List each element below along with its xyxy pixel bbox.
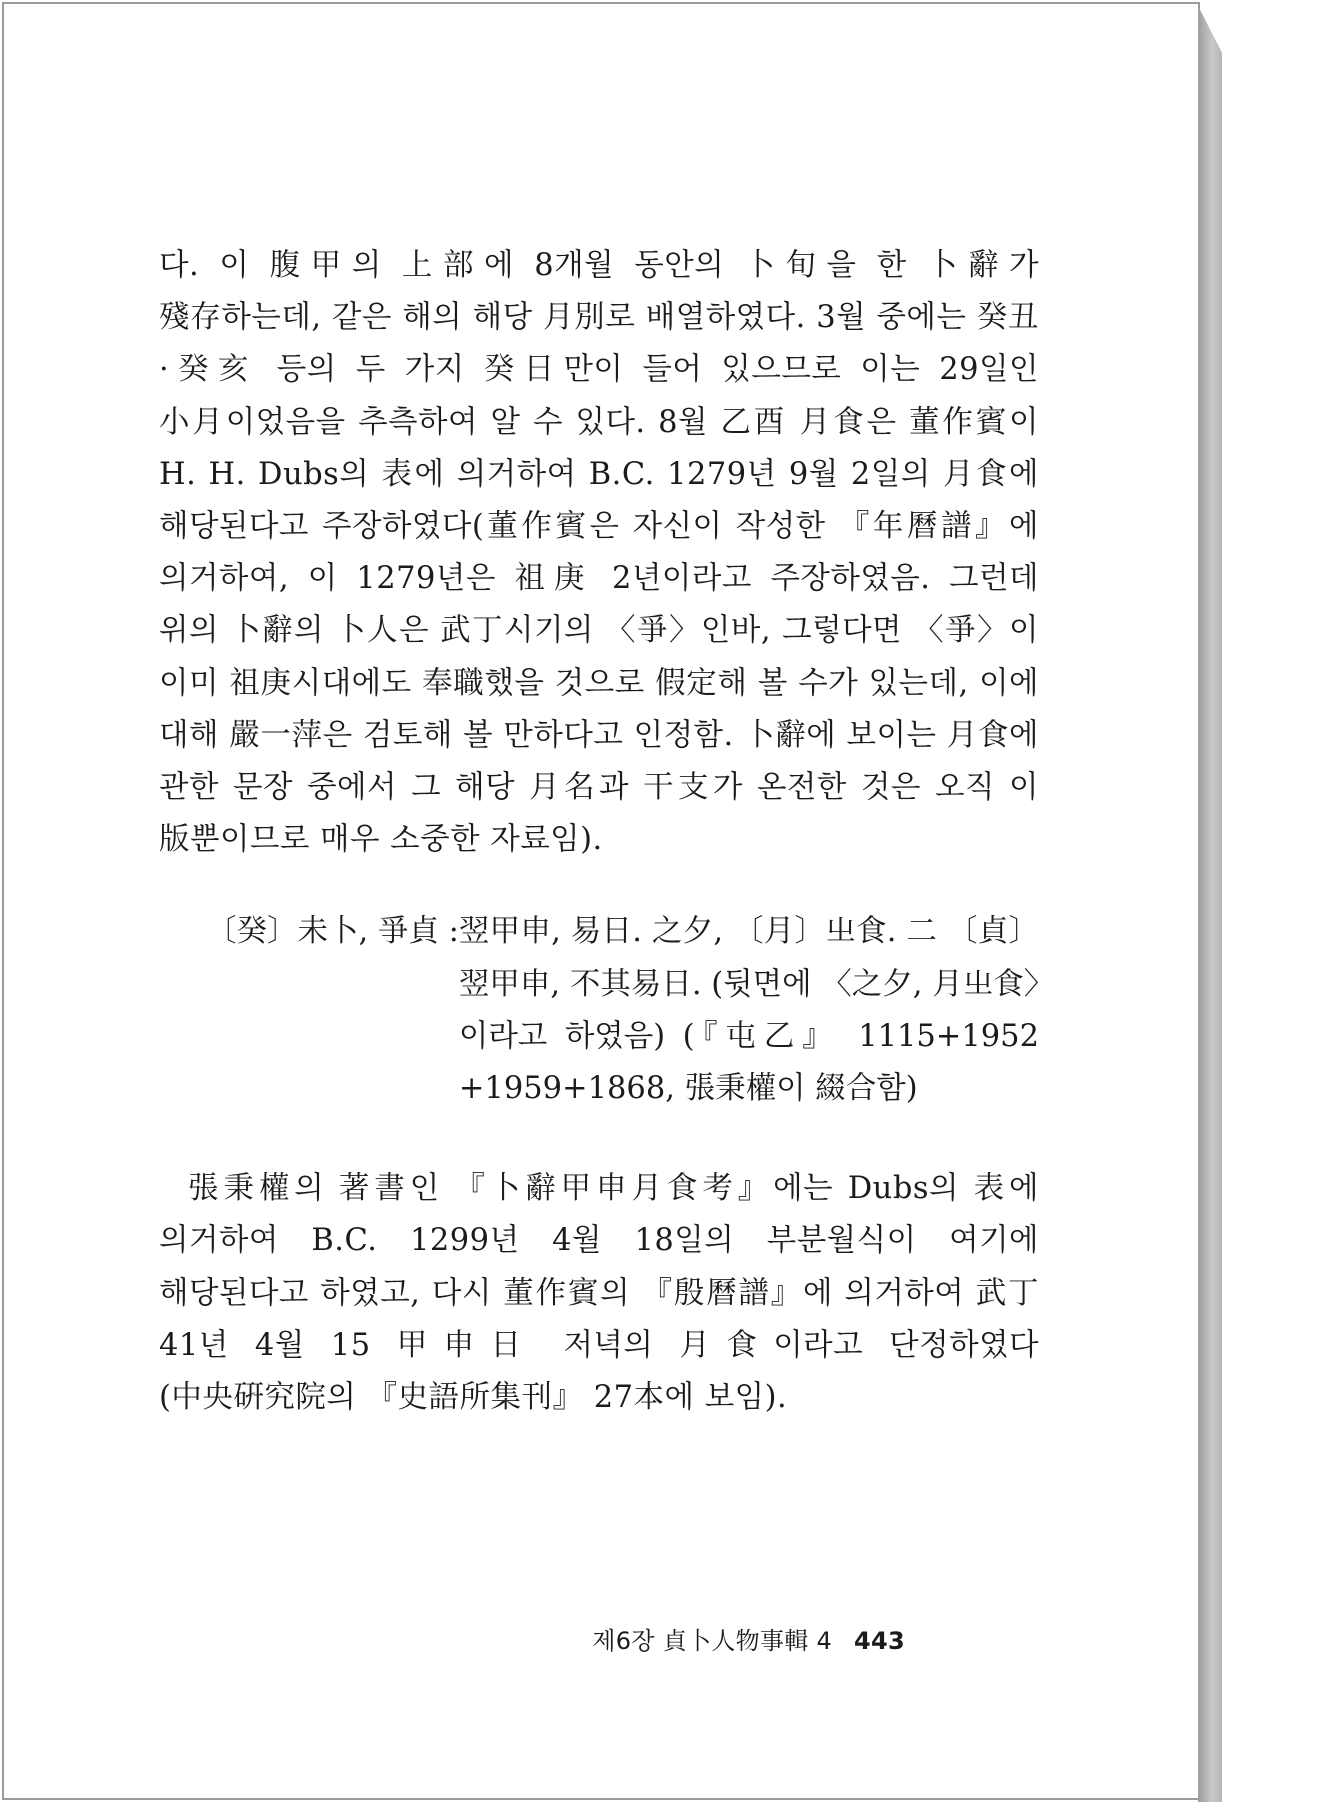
page-number: 443 (854, 1627, 905, 1655)
page-edge-shadow (1198, 6, 1222, 1802)
quote-body: 翌甲申, 易日. 之夕, 〔月〕㞢食. 二 〔貞〕 翌甲申, 不其易日. (뒷면에 〈之夕, 月㞢食〉이라고 하였음) (『屯乙』 1115+1952 +1959+1868, 張秉權이 綴合함) (458, 914, 1039, 1107)
body-paragraph-2: 張秉權의 著書인 『卜辭甲申月食考』에는 Dubs의 表에 의거하여 B.C. 1299년 4월 18일의 부분월식이 여기에 해당된다고 하였고, 다시 董作賓의 『殷曆譜』에 의거하여 武丁 41년 4월 15 甲申日 저녁의 月食이라고 단정하였다(中央硏究院의 『史語所集刊』 27本에 보임). (159, 1171, 1039, 1416)
running-footer-chapter: 제6장 貞卜人物事輯 4 (592, 1627, 833, 1655)
book-page (2, 2, 1200, 1800)
quote-label: 〔癸〕未卜, 爭貞 : (206, 914, 459, 950)
page-footer (592, 1621, 905, 1656)
body-paragraph-1: 다. 이 腹甲의 上部에 8개월 동안의 卜旬을 한 卜辭가 殘存하는데, 같은 해의 해당 月別로 배열하였다. 3월 중에는 癸丑·癸亥 등의 두 가지 癸日만이 들어 있으므로 이는 29일인 小月이었음을 추측하여 알 수 있다. 8월 乙酉 月食은 董作賓이 H. H. Dubs의 表에 의거하여 B.C. 1279년 9월 2일의 月食에 해당된다고 주장하였다(董作賓은 자신이 작성한 『年曆譜』에 의거하여, 이 1279년은 祖庚 2년이라고 주장하였음. 그런데 위의 卜辭의 卜人은 武丁시기의 〈爭〉인바, 그렇다면 〈爭〉이 이미 祖庚시대에도 奉職했을 것으로 假定해 볼 수가 있는데, 이에 대해 嚴一萍은 검토해 볼 만하다고 인정함. 卜辭에 보이는 月食에 관한 문장 중에서 그 해당 月名과 干支가 온전한 것은 오직 이 版뿐이므로 매우 소중한 자료임). (159, 248, 1039, 858)
oracle-inscription-quote (206, 906, 1039, 1115)
page-body (159, 240, 1039, 1424)
